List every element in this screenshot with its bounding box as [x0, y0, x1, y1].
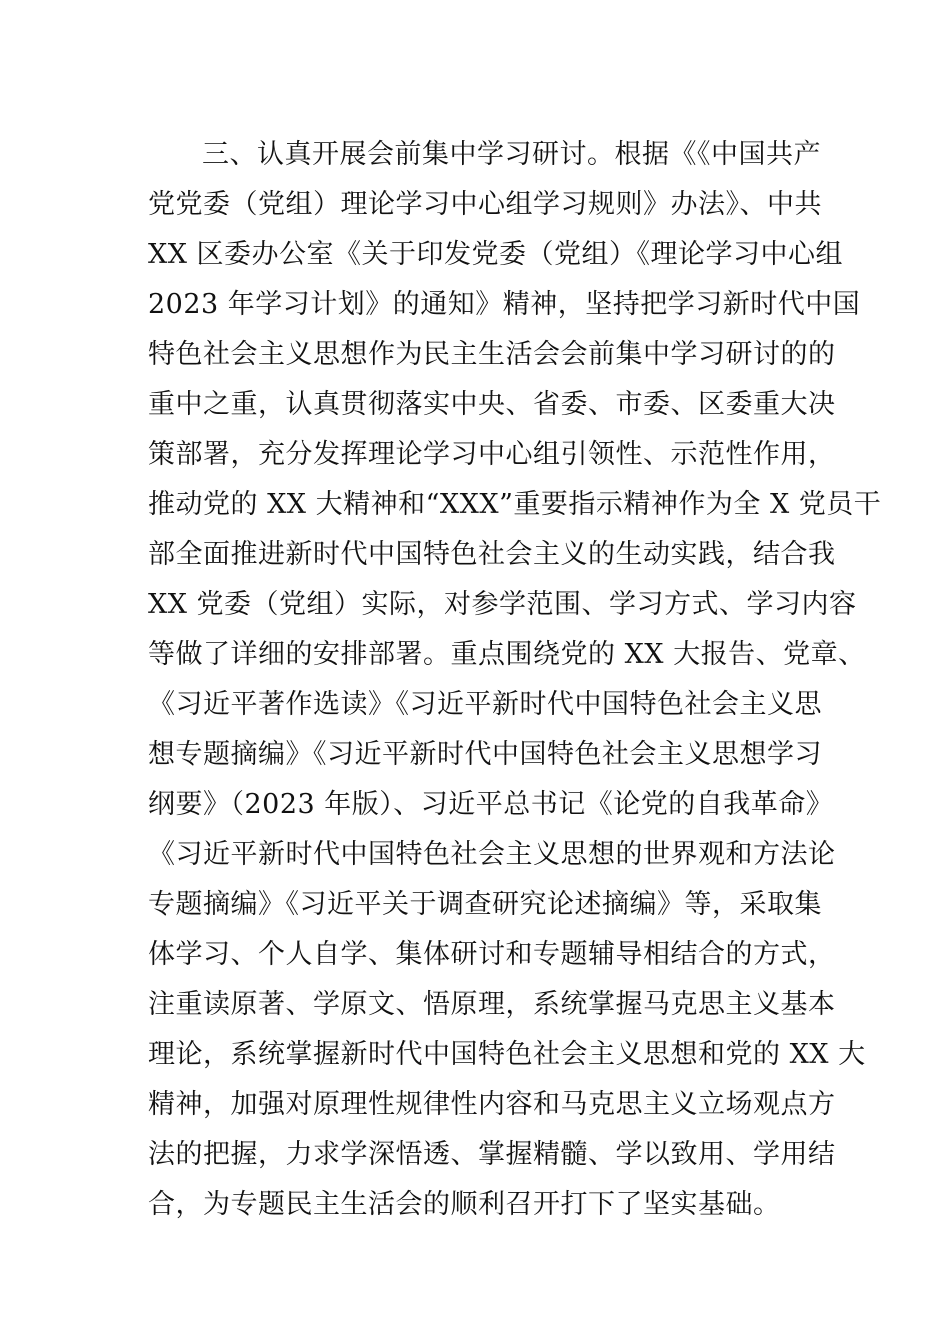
- paragraph-line: 注重读原著、学原文、悟原理，系统掌握马克思主义基本: [148, 989, 836, 1020]
- paragraph-line: 《习近平新时代中国特色社会主义思想的世界观和方法论: [148, 839, 836, 870]
- paragraph-line: 部全面推进新时代中国特色社会主义的生动实践，结合我: [148, 539, 836, 570]
- paragraph-line: 《习近平著作选读》《习近平新时代中国特色社会主义思: [148, 689, 822, 720]
- paragraph-line: 推动党的 XX 大精神和“XXX”重要指示精神作为全 X 党员干: [148, 489, 882, 520]
- paragraph-line: 理论，系统掌握新时代中国特色社会主义思想和党的 XX 大: [148, 1039, 866, 1070]
- paragraph-line: 专题摘编》《习近平关于调查研究论述摘编》等，采取集: [148, 889, 822, 920]
- paragraph-line: 策部署，充分发挥理论学习中心组引领性、示范性作用，: [148, 439, 836, 470]
- paragraph-line: 合，为专题民主生活会的顺利召开打下了坚实基础。: [148, 1189, 781, 1220]
- body-paragraph: [148, 130, 882, 1230]
- paragraph-line: 等做了详细的安排部署。重点围绕党的 XX 大报告、党章、: [148, 639, 866, 670]
- paragraph-line: 想专题摘编》《习近平新时代中国特色社会主义思想学习: [148, 739, 822, 770]
- paragraph-line: 体学习、个人自学、集体研讨和专题辅导相结合的方式，: [148, 939, 836, 970]
- paragraph-line: 法的把握，力求学深悟透、掌握精髓、学以致用、学用结: [148, 1139, 836, 1170]
- paragraph-line: XX 区委办公室《关于印发党委（党组）《理论学习中心组: [148, 239, 844, 270]
- paragraph-line: 党党委（党组）理论学习中心组学习规则》办法》、中共: [148, 189, 822, 220]
- paragraph-line: 特色社会主义思想作为民主生活会会前集中学习研讨的的: [148, 339, 836, 370]
- paragraph-line: 精神，加强对原理性规律性内容和马克思主义立场观点方: [148, 1089, 836, 1120]
- paragraph-line: 2023 年学习计划》的通知》精神，坚持把学习新时代中国: [148, 289, 861, 320]
- paragraph-line: 三、认真开展会前集中学习研讨。根据《《中国共产: [202, 139, 821, 170]
- paragraph-line: 纲要》（2023 年版）、习近平总书记《论党的自我革命》: [148, 789, 834, 820]
- paragraph-line: 重中之重，认真贯彻落实中央、省委、市委、区委重大决: [148, 389, 836, 420]
- paragraph-line: XX 党委（党组）实际，对参学范围、学习方式、学习内容: [148, 589, 857, 620]
